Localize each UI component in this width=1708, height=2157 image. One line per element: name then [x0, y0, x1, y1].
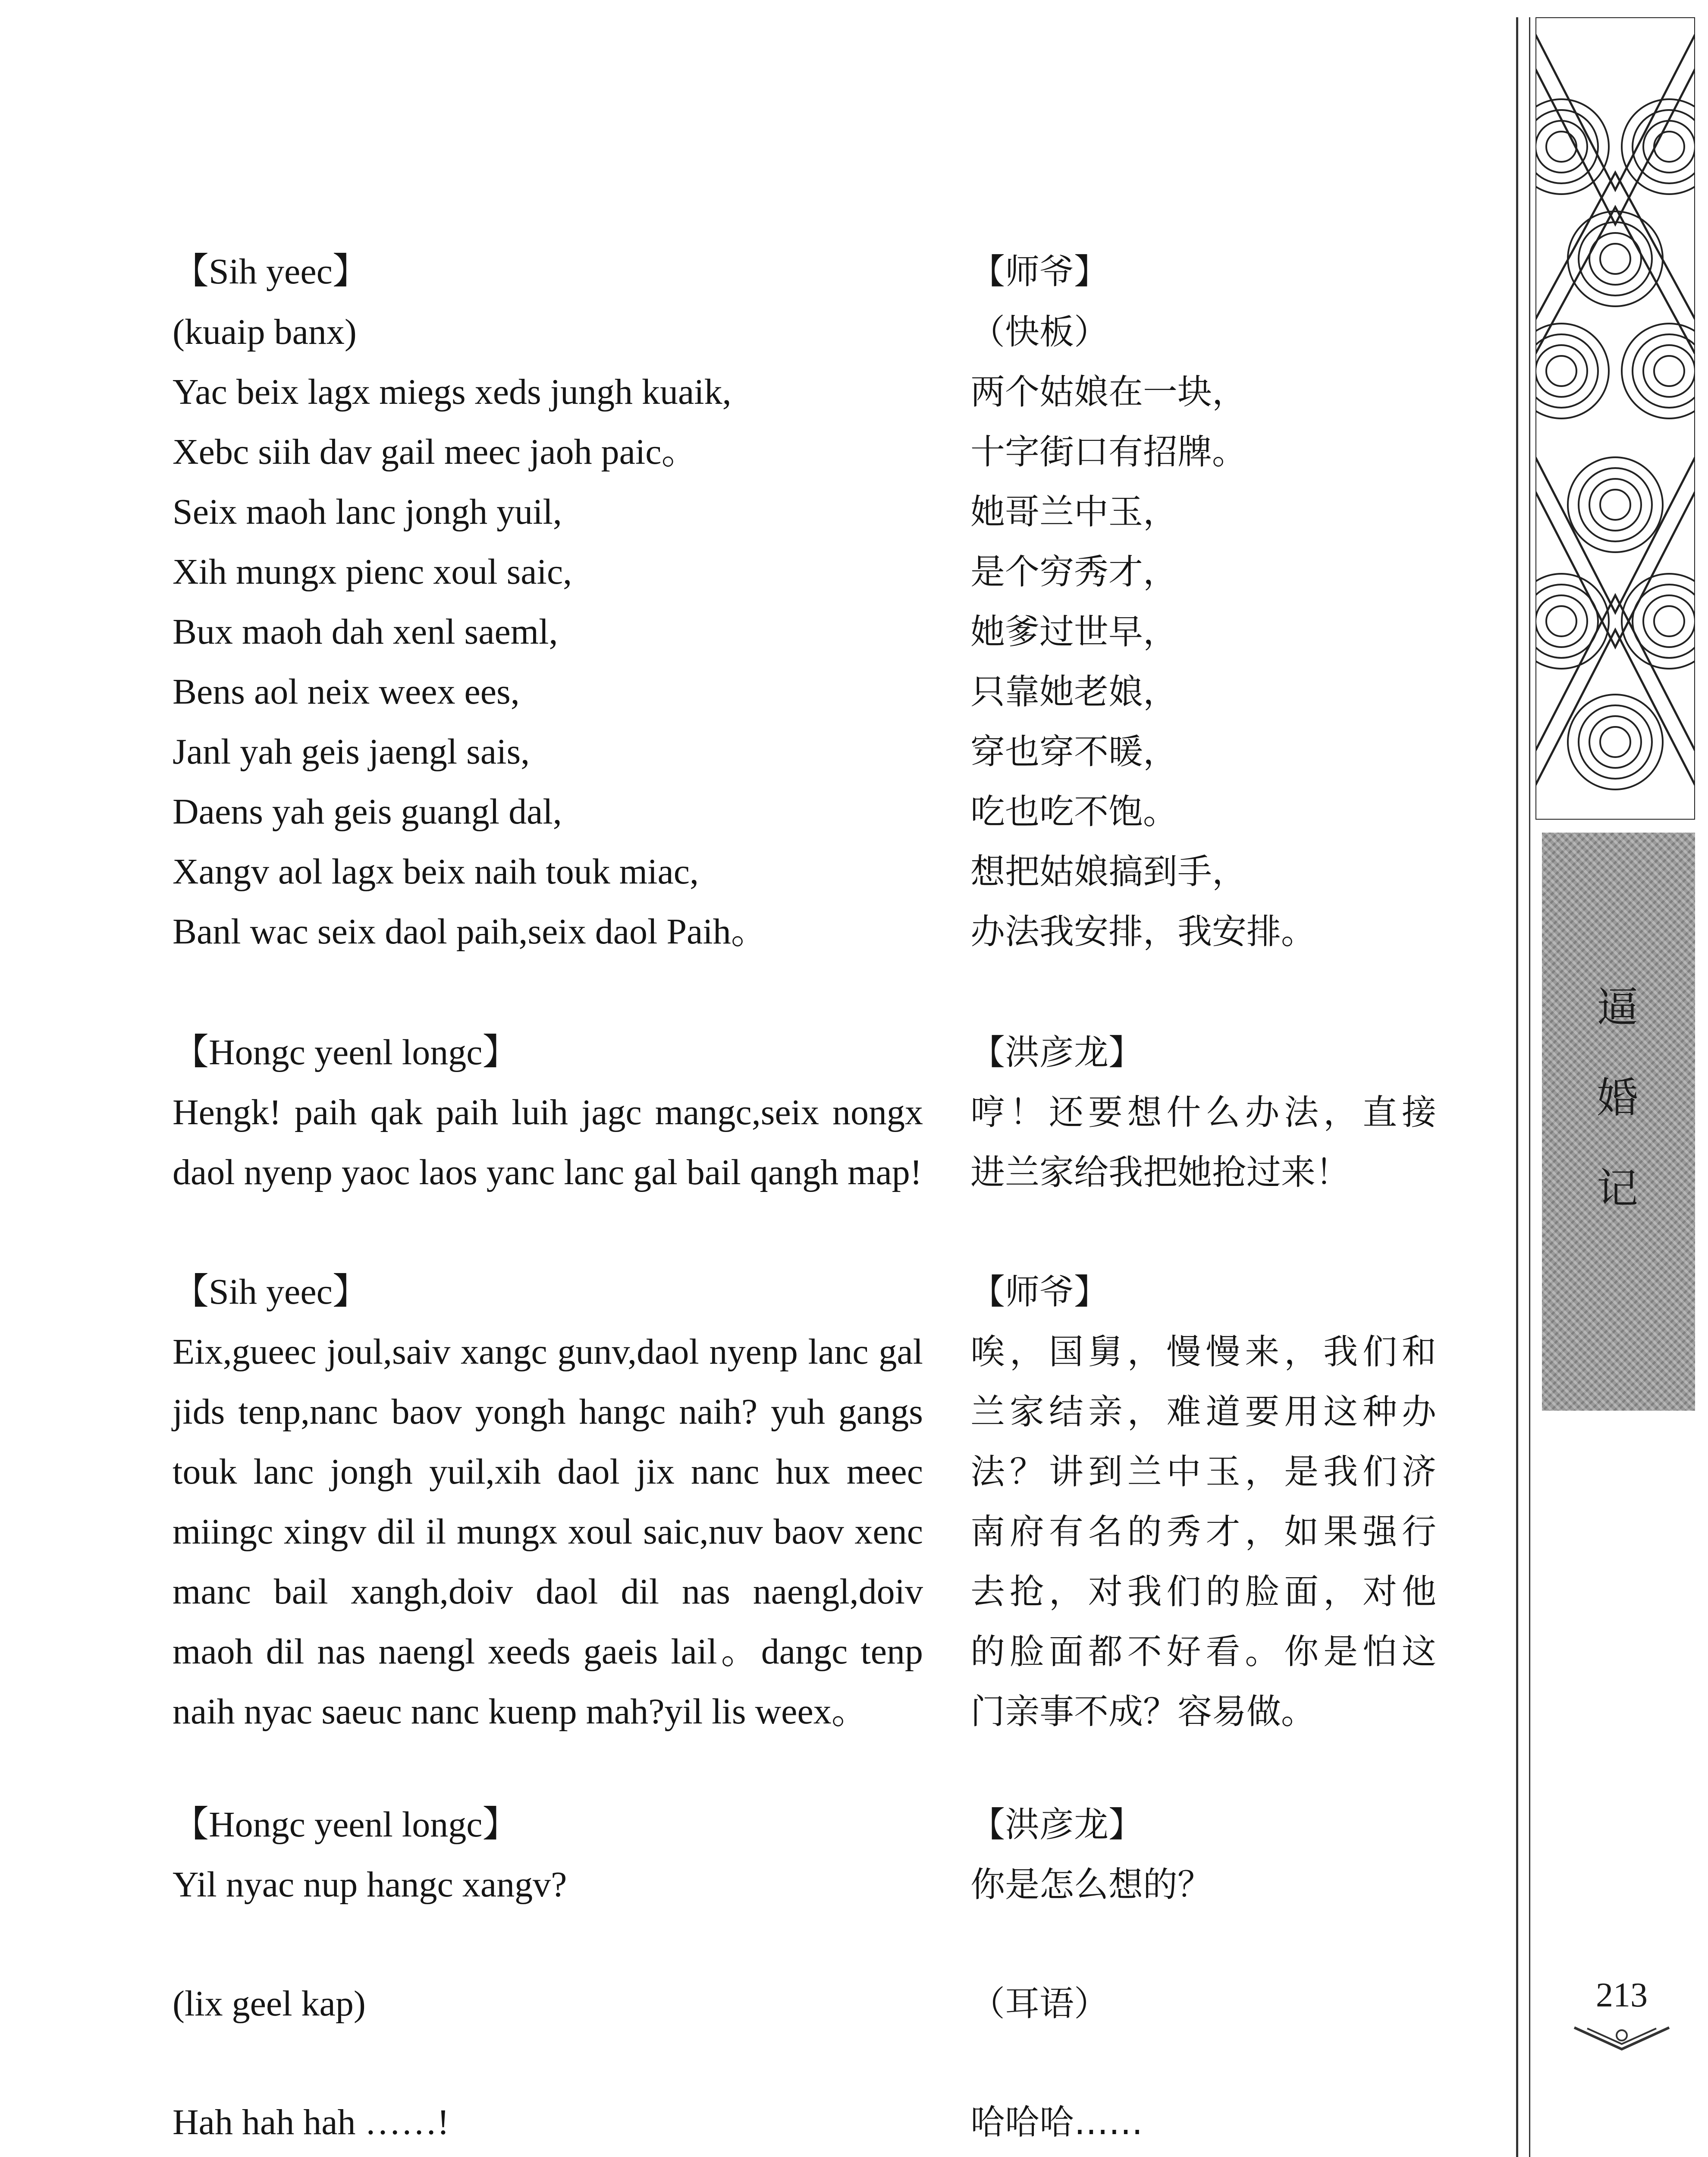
verse-line: 她哥兰中玉，: [970, 492, 1177, 532]
verse-line: 只靠她老娘，: [970, 672, 1177, 712]
verse-line: 是个穷秀才，: [970, 552, 1177, 592]
verse-line: 穿也穿不暖，: [970, 732, 1177, 772]
stage-direction: （快板）: [970, 312, 1108, 352]
page-number: 213: [1596, 1976, 1648, 2014]
speaker-label: 【Hongc yeenl longc】: [173, 1805, 519, 1845]
book-title-char: 记: [1597, 1164, 1638, 1213]
verse-line: 想把姑娘搞到手，: [970, 852, 1246, 892]
book-title-vertical: [1570, 962, 1665, 1234]
speaker-label: 【师爷】: [970, 252, 1108, 292]
verse-line: 两个姑娘在一块，: [970, 372, 1246, 412]
verse-line: 吃也吃不饱。: [970, 792, 1177, 832]
border-rule-inner: [1529, 17, 1530, 2157]
verse-line: Xih mungx pienc xoul saic,: [173, 552, 572, 592]
dialogue-line: Hengk! paih qak paih luih jagc mangc,seix nongx: [173, 1092, 923, 1132]
dialogue-line: touk lanc jongh yuil,xih daol jix nanc hux meec: [173, 1452, 923, 1492]
verse-line: 十字街口有招牌。: [970, 432, 1246, 472]
speaker-label: 【Hongc yeenl longc】: [173, 1032, 519, 1072]
dialogue-line: 法？讲到兰中玉，是我们济: [970, 1452, 1436, 1492]
verse-line: Banl wac seix daol paih,seix daol Paih。: [173, 912, 767, 952]
dialogue-line: 哼！还要想什么办法，直接: [970, 1092, 1436, 1132]
dialogue-line: 南府有名的秀才，如果强行: [970, 1512, 1436, 1552]
dialogue-line: 的脸面都不好看。你是怕这: [970, 1632, 1436, 1672]
verse-line: Janl yah geis jaengl sais,: [173, 732, 530, 772]
cloud-wave-ornament-icon: [1535, 17, 1695, 820]
page-ornament-icon: [1570, 2023, 1673, 2053]
dialogue-line: Yil nyac nup hangc xangv?: [173, 1865, 567, 1905]
speaker-label: 【师爷】: [970, 1272, 1108, 1312]
speaker-label: 【洪彦龙】: [970, 1805, 1143, 1845]
verse-line: Xebc siih dav gail meec jaoh paic。: [173, 432, 698, 472]
verse-line: Seix maoh lanc jongh yuil,: [173, 492, 562, 532]
dialogue-line: 哈哈哈……: [970, 2102, 1143, 2142]
verse-line: Bux maoh dah xenl saeml,: [173, 612, 558, 652]
dialogue-line: jids tenp,nanc baov yongh hangc naih? yuh gangs: [173, 1392, 923, 1432]
speaker-label: 【洪彦龙】: [970, 1032, 1143, 1072]
dialogue-line: 进兰家给我把她抢过来！: [970, 1152, 1350, 1192]
stage-direction: （耳语）: [970, 1984, 1108, 2024]
border-rule-outer: [1516, 17, 1518, 2157]
stage-direction: (kuaip banx): [173, 312, 357, 352]
book-title-char: 逼: [1597, 983, 1638, 1031]
dialogue-line: 去抢，对我们的脸面，对他: [970, 1572, 1436, 1612]
dialogue-line: Eix,gueec joul,saiv xangc gunv,daol nyenp lanc gal: [173, 1332, 923, 1372]
dialogue-line: daol nyenp yaoc laos yanc lanc gal bail qangh map!: [173, 1152, 922, 1192]
book-title: [1570, 962, 1665, 1234]
verse-line: Xangv aol lagx beix naih touk miac,: [173, 852, 699, 892]
dialogue-line: maoh dil nas naengl xeeds gaeis lail。dangc tenp: [173, 1632, 923, 1672]
dialogue-line: 唉，国舅，慢慢来，我们和: [970, 1332, 1436, 1372]
book-title-char: 婚: [1597, 1074, 1638, 1122]
stage-direction: (lix geel kap): [173, 1984, 366, 2024]
dialogue-line: manc bail xangh,doiv daol dil nas naengl,doiv: [173, 1572, 923, 1612]
verse-line: Yac beix lagx miegs xeds jungh kuaik,: [173, 372, 732, 412]
dialogue-line: 兰家结亲，难道要用这种办: [970, 1392, 1436, 1432]
verse-line: 办法我安排，我安排。: [970, 912, 1316, 952]
speaker-label: 【Sih yeec】: [173, 252, 369, 292]
verse-line: Daens yah geis guangl dal,: [173, 792, 562, 832]
verse-line: 她爹过世早，: [970, 612, 1177, 652]
dialogue-line: naih nyac saeuc nanc kuenp mah?yil lis weex。: [173, 1692, 868, 1732]
dialogue-line: miingc xingv dil il mungx xoul saic,nuv baov xenc: [173, 1512, 923, 1552]
speaker-label: 【Sih yeec】: [173, 1272, 369, 1312]
dialogue-line: 你是怎么想的？: [970, 1865, 1212, 1905]
dialogue-line: Hah hah hah ……!: [173, 2102, 449, 2142]
dialogue-line: 门亲事不成？容易做。: [970, 1692, 1316, 1732]
verse-line: Bens aol neix weex ees,: [173, 672, 520, 712]
